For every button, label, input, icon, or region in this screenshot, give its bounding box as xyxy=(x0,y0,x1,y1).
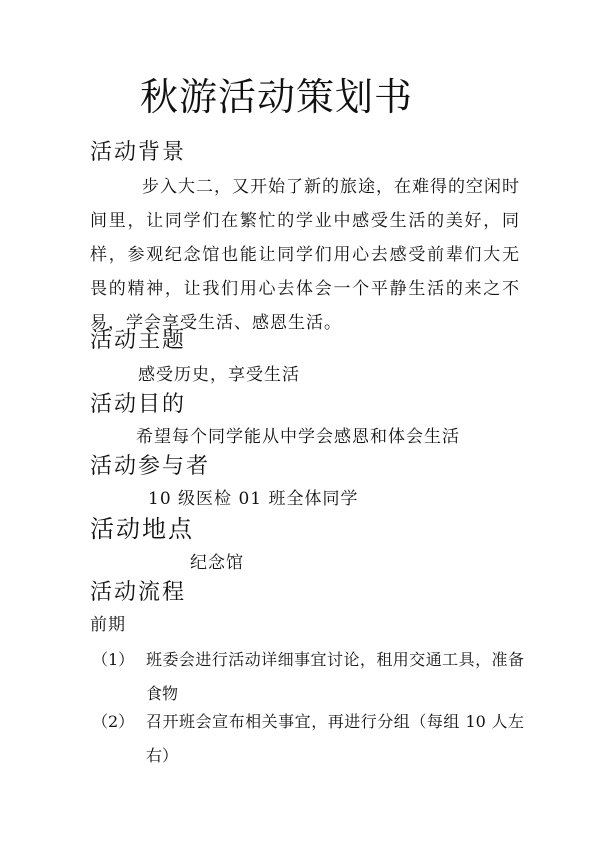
section-text-location: 纪念馆 xyxy=(190,553,244,573)
section-heading-background: 活动背景 xyxy=(90,140,187,165)
section-text-background: 步入大二，又开始了新的旅途，在难得的空闲时间里，让同学们在繁忙的学业中感受生活的美好，同样，参观纪念馆也能让同学们用心去感受前辈们大无畏的精神，让我们用心去体会一个平静生活的来之不易，学会享受生活、感恩生活。 xyxy=(90,177,520,333)
section-text-purpose: 希望每个同学能从中学会感恩和体会生活 xyxy=(136,427,460,447)
process-phase-label: 前期 xyxy=(90,615,126,635)
section-text-participants: 10 级医检 01 班全体同学 xyxy=(148,489,359,509)
document-title: 秋游活动策划书 xyxy=(140,75,414,119)
process-item-text: 班委会进行活动详细事宜讨论，租用交通工具，准备食物 xyxy=(146,650,524,703)
process-item-number: （2） xyxy=(92,712,135,731)
section-heading-theme: 活动主题 xyxy=(90,328,187,353)
section-text-theme: 感受历史，享受生活 xyxy=(138,365,300,385)
section-heading-process: 活动流程 xyxy=(90,580,187,605)
section-heading-participants: 活动参与者 xyxy=(90,454,211,479)
section-heading-purpose: 活动目的 xyxy=(90,392,187,417)
process-item-text: 召开班会宣布相关事宜，再进行分组（每组 10 人左右） xyxy=(146,712,524,765)
process-item-number: （1） xyxy=(92,650,135,669)
section-heading-location: 活动地点 xyxy=(90,515,194,543)
